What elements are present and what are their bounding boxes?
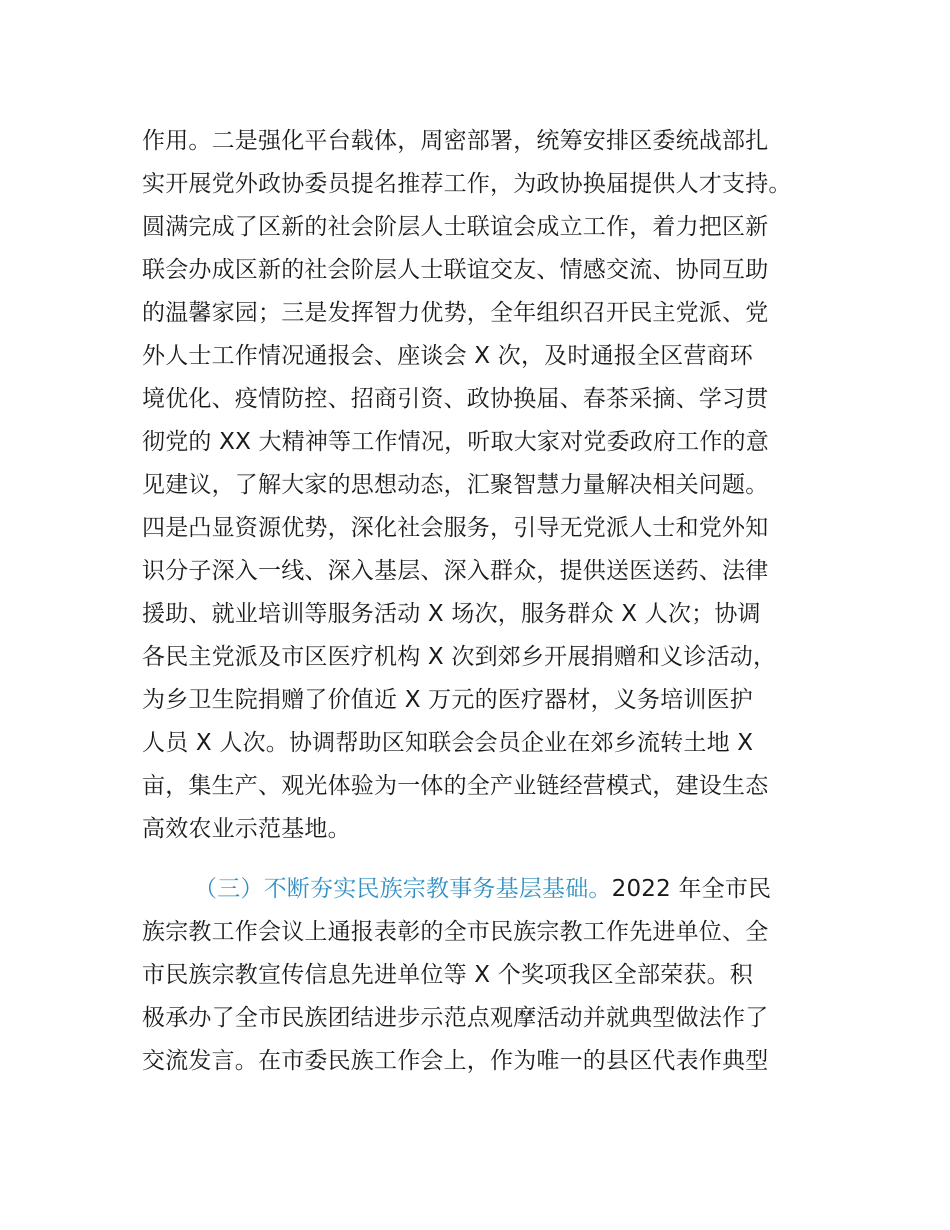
paragraph-line: 交流发言。在市委民族工作会上，作为唯一的县区代表作典型 xyxy=(142,1048,769,1074)
paragraph-line: 各民主党派及市区医疗机构 X 次到郊乡开展捐赠和义诊活动， xyxy=(142,644,777,670)
section-first-line-text: 2022 年全市民 xyxy=(611,876,772,902)
paragraph-line: 作用。二是强化平台载体，周密部署，统筹安排区委统战部扎 xyxy=(142,128,769,154)
paragraph-line: 高效农业示范基地。 xyxy=(142,816,351,842)
paragraph-line: 识分子深入一线、深入基层、深入群众，提供送医送药、法律 xyxy=(142,558,769,584)
paragraph-line: 联会办成区新的社会阶层人士联谊交友、情感交流、协同互助 xyxy=(142,257,769,283)
paragraph-line: 圆满完成了区新的社会阶层人士联谊会成立工作，着力把区新 xyxy=(142,214,769,240)
section-heading: （三）不断夯实民族宗教事务基层基础。 xyxy=(194,876,612,902)
paragraph-line: 四是凸显资源优势，深化社会服务，引导无党派人士和党外知 xyxy=(142,515,769,541)
paragraph-line: 市民族宗教宣传信息先进单位等 X 个奖项我区全部荣获。积 xyxy=(142,962,753,988)
paragraph-line: 实开展党外政协委员提名推荐工作，为政协换届提供人才支持。 xyxy=(142,171,792,197)
paragraph-line: 外人士工作情况通报会、座谈会 X 次，及时通报全区营商环 xyxy=(142,343,753,369)
paragraph-line: 援助、就业培训等服务活动 X 场次，服务群众 X 人次；协调 xyxy=(142,601,761,627)
paragraph-line: 族宗教工作会议上通报表彰的全市民族宗教工作先进单位、全 xyxy=(142,919,769,945)
paragraph-line: 境优化、疫情防控、招商引资、政协换届、春茶采摘、学习贯 xyxy=(142,386,769,412)
paragraph-line: 的温馨家园；三是发挥智力优势，全年组织召开民主党派、党 xyxy=(142,300,769,326)
paragraph-line: 极承办了全市民族团结进步示范点观摩活动并就典型做法作了 xyxy=(142,1005,769,1031)
section-first-line xyxy=(194,874,771,904)
paragraph-line: 人员 X 人次。协调帮助区知联会会员企业在郊乡流转土地 X xyxy=(142,730,754,756)
paragraph-line: 为乡卫生院捐赠了价值近 X 万元的医疗器材，义务培训医护 xyxy=(142,687,753,713)
paragraph-line: 见建议，了解大家的思想动态，汇聚智慧力量解决相关问题。 xyxy=(142,472,769,498)
paragraph-line: 彻党的 XX 大精神等工作情况，听取大家对党委政府工作的意 xyxy=(142,429,769,455)
paragraph-line: 亩，集生产、观光体验为一体的全产业链经营模式，建设生态 xyxy=(142,773,769,799)
